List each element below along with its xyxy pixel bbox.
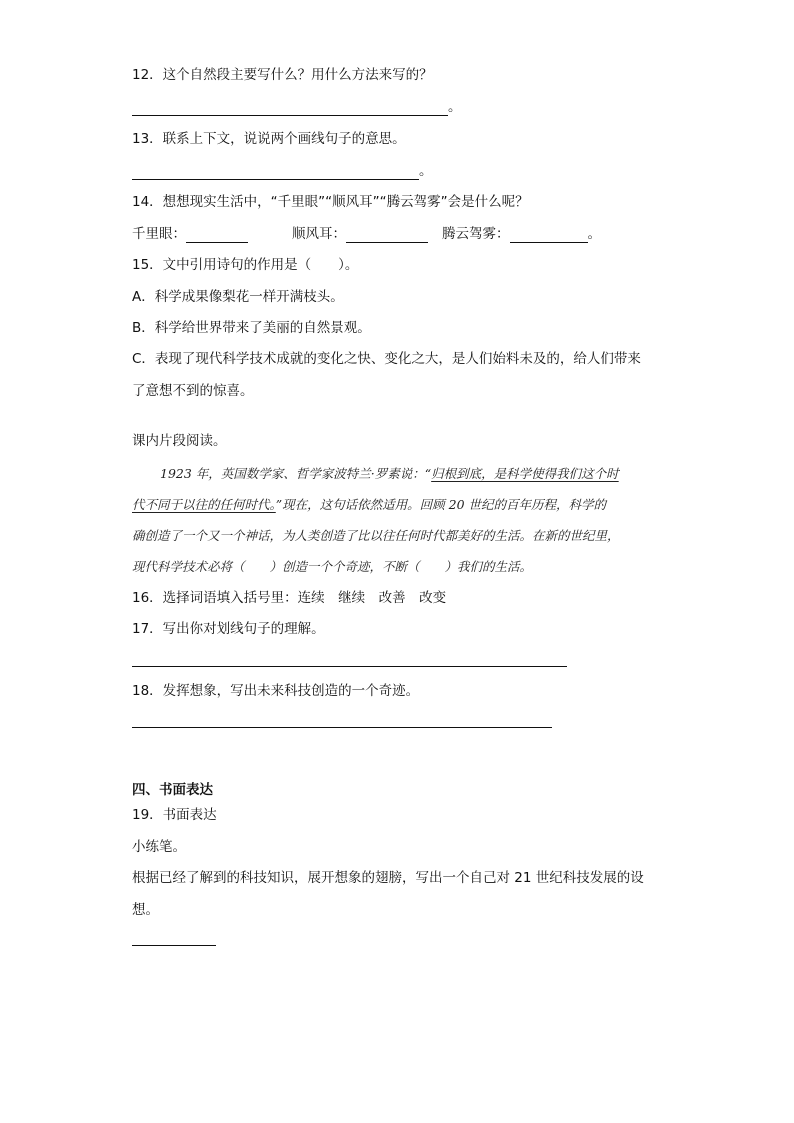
- option-c-line2: 了意想不到的惊喜。: [132, 383, 254, 399]
- label-qianliyan: 千里眼：: [132, 226, 186, 242]
- question-18: 18．发挥想象，写出未来科技创造的一个奇迹。: [132, 683, 420, 699]
- label-shunfenger: 顺风耳：: [292, 226, 346, 242]
- answer-line-19[interactable]: [132, 945, 216, 946]
- passage-line-4: 现代科学技术必将（ ）创造一个个奇迹，不断（ ）我们的生活。: [132, 559, 533, 574]
- section-reading-title: 课内片段阅读。: [132, 433, 227, 449]
- answer-line-17[interactable]: [132, 666, 567, 667]
- answer-line-12: 。: [132, 98, 462, 116]
- section-4-title: 四、书面表达: [132, 782, 213, 798]
- question-19-prompt-line1: 根据已经了解到的科技知识，展开想象的翅膀，写出一个自己对 21 世纪科技发展的设: [132, 870, 644, 886]
- passage-line-3: 确创造了一个又一个神话，为人类创造了比以往任何时代都美好的生活。在新的世纪里，: [132, 528, 620, 543]
- underlined-sentence: 归根到底，是科学使得我们这个时: [431, 466, 619, 481]
- answer-line-13: 。: [132, 162, 433, 180]
- question-19-prompt-line2: 想。: [132, 902, 159, 918]
- answer-line-14: 千里眼： 顺风耳： 腾云驾雾： 。: [132, 226, 601, 242]
- question-19: 19．书面表达: [132, 807, 217, 823]
- question-13: 13．联系上下文，说说两个画线句子的意思。: [132, 131, 406, 147]
- option-b[interactable]: B．科学给世界带来了美丽的自然景观。: [132, 320, 371, 336]
- question-19-sub: 小练笔。: [132, 839, 186, 855]
- question-15: 15．文中引用诗句的作用是（ ）。: [132, 257, 359, 273]
- answer-blank[interactable]: [132, 101, 448, 116]
- question-14: 14．想想现实生活中，“千里眼”“顺风耳”“腾云驾雾”会是什么呢？: [132, 194, 529, 210]
- answer-blank[interactable]: [132, 165, 419, 180]
- option-a[interactable]: A．科学成果像梨花一样开满枝头。: [132, 289, 344, 305]
- passage-line-2: 代不同于以往的任何时代。”现在，这句话依然适用。回顾 20 世纪的百年历程，科学的: [132, 497, 607, 512]
- passage-line-1: 1923 年，英国数学家、哲学家波特兰·罗素说：“归根到底，是科学使得我们这个时: [160, 466, 619, 481]
- answer-line-18[interactable]: [132, 727, 552, 728]
- answer-blank[interactable]: [186, 228, 248, 243]
- option-c-line1[interactable]: C．表现了现代科学技术成就的变化之快、变化之大，是人们始料未及的，给人们带来: [132, 351, 641, 367]
- underlined-sentence: 代不同于以往的任何时代。: [132, 497, 276, 512]
- answer-blank[interactable]: [510, 228, 588, 243]
- label-tengyunjiawu: 腾云驾雾：: [442, 226, 510, 242]
- question-12: 12．这个自然段主要写什么？用什么方法来写的？: [132, 67, 433, 83]
- question-17: 17．写出你对划线句子的理解。: [132, 621, 325, 637]
- answer-blank[interactable]: [346, 228, 428, 243]
- question-16: 16．选择词语填入括号里：连续 继续 改善 改变: [132, 590, 447, 606]
